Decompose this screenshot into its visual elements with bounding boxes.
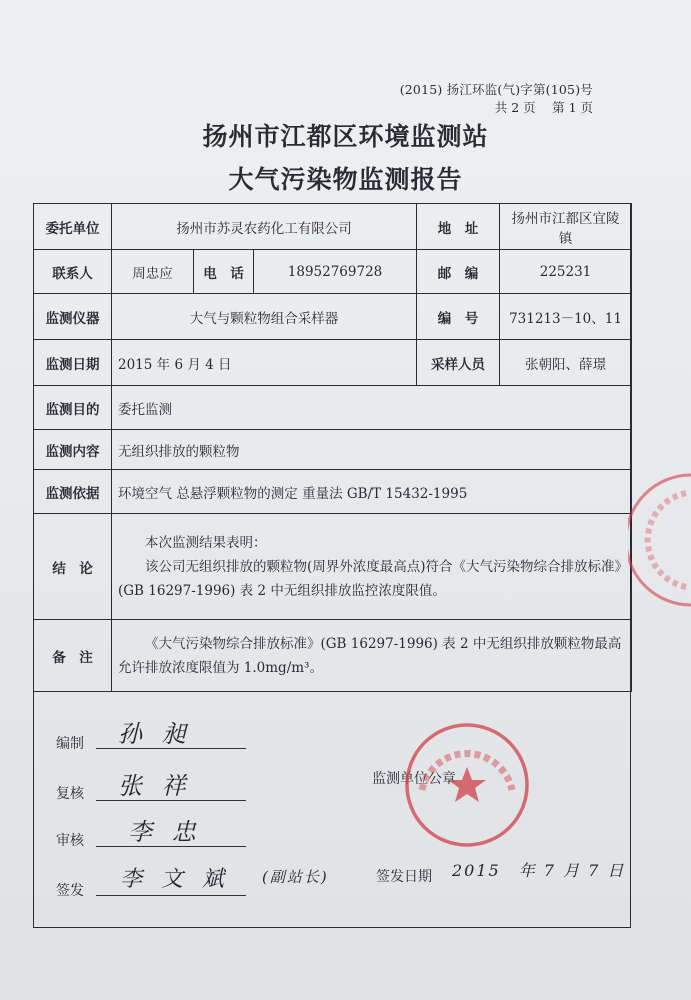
compiled-signature: 孙 昶	[118, 720, 192, 748]
seal-star	[448, 767, 486, 802]
client-label: 委托单位	[34, 204, 112, 250]
row-remarks	[34, 620, 632, 692]
compiled-line	[96, 748, 246, 749]
review-label: 复核	[56, 786, 84, 802]
address-value: 扬州市江都区宜陵镇	[500, 204, 632, 250]
purpose-value: 委托监测	[112, 386, 632, 430]
phone-value: 18952769728	[254, 250, 417, 294]
conclusion-label: 结 论	[34, 514, 112, 620]
audit-label: 审核	[56, 833, 84, 849]
conclusion-intro: 本次监测结果表明：	[145, 534, 267, 551]
row-client	[34, 204, 632, 250]
basis-value: 环境空气 总悬浮颗粒物的测定 重量法 GB/T 15432-1995	[112, 470, 632, 514]
review-line	[96, 800, 246, 801]
contact-value: 周忠应	[112, 250, 194, 294]
page-info: 共 2 页 第 1 页	[494, 100, 593, 115]
phone-label: 电 话	[194, 250, 254, 294]
basis-label: 监测依据	[34, 470, 112, 514]
document-number: (2015) 扬江环监(气)字第(105)号	[399, 82, 593, 97]
audit-signature: 李 忠	[128, 818, 202, 846]
issue-date-label: 签发日期	[376, 869, 432, 885]
row-purpose	[34, 386, 632, 430]
instrument-value: 大气与颗粒物组合采样器	[112, 294, 417, 340]
partial-seal-stamp	[628, 465, 691, 615]
issue-date-value: 2015 年 7 月 7 日	[452, 861, 626, 880]
remarks-label: 备 注	[34, 620, 112, 692]
issue-note: (副站长)	[262, 868, 329, 886]
compiled-label: 编制	[56, 736, 84, 752]
row-content	[34, 430, 632, 470]
address-label: 地 址	[417, 204, 500, 250]
instrument-label: 监测仪器	[34, 294, 112, 340]
serial-label: 编 号	[417, 294, 500, 340]
row-conclusion	[34, 514, 632, 620]
row-date	[34, 340, 632, 386]
review-signature: 张 祥	[118, 772, 192, 800]
content-value: 无组织排放的颗粒物	[112, 430, 632, 470]
row-basis	[34, 470, 632, 514]
content-label: 监测内容	[34, 430, 112, 470]
contact-label: 联系人	[34, 250, 112, 294]
remarks-text: 《大气污染物综合排放标准》(GB 16297-1996) 表 2 中无组织排放颗粒物最高允许排放浓度限值为 1.0mg/m³。	[118, 635, 622, 676]
seal-label: 监测单位公章	[372, 771, 456, 787]
issue-line	[96, 895, 246, 896]
remarks-cell	[112, 620, 632, 692]
date-label: 监测日期	[34, 340, 112, 386]
zip-value: 225231	[500, 250, 632, 294]
official-seal-stamp	[402, 720, 532, 850]
serial-value: 731213－10、11	[500, 294, 632, 340]
conclusion-cell	[112, 514, 632, 620]
zip-label: 邮 编	[417, 250, 500, 294]
date-value: 2015 年 6 月 4 日	[112, 340, 417, 386]
issue-label: 签发	[56, 883, 84, 899]
row-contact	[34, 250, 632, 294]
purpose-label: 监测目的	[34, 386, 112, 430]
audit-line	[96, 846, 246, 847]
sampler-value: 张朝阳、薛璟	[500, 340, 632, 386]
client-value: 扬州市苏灵农药化工有限公司	[112, 204, 417, 250]
report-title: 大气污染物监测报告	[228, 165, 463, 194]
report-table	[33, 203, 632, 692]
partial-seal-lettering	[648, 493, 686, 587]
sampler-label: 采样人员	[417, 340, 500, 386]
issue-signature: 李 文 斌	[120, 867, 230, 892]
conclusion-text: 该公司无组织排放的颗粒物(周界外浓度最高点)符合《大气污染物综合排放标准》(GB 16297-1996) 表 2 中无组织排放监控浓度限值。	[118, 558, 622, 599]
station-title: 扬州市江都区环境监测站	[202, 122, 489, 151]
row-instrument	[34, 294, 632, 340]
